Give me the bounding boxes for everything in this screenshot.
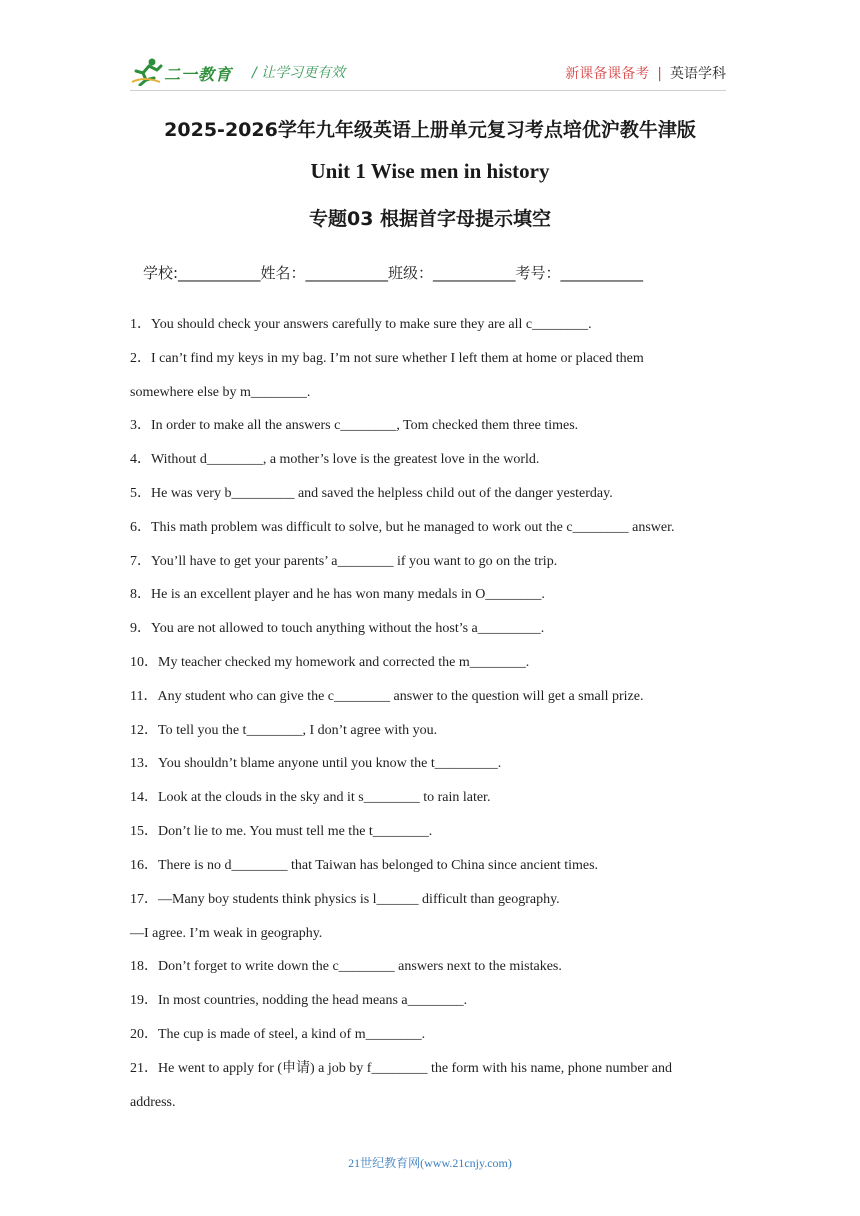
question-line: 16．There is no d________ that Taiwan has belonged to China since ancient times. <box>130 858 599 873</box>
question-line: 13．You shouldn’t blame anyone until you know the t_________. <box>130 756 502 771</box>
brand-logo <box>130 56 240 90</box>
logo-text: 二一教育 <box>164 65 233 84</box>
header-divider <box>130 90 726 91</box>
page-header <box>130 56 726 90</box>
question-line: 9．You are not allowed to touch anything without the host’s a_________. <box>130 621 545 636</box>
question-line: 4．Without d________, a mother’s love is the greatest love in the world. <box>130 452 540 467</box>
question-line: 18．Don’t forget to write down the c________ answers next to the mistakes. <box>130 959 562 974</box>
question-line: 21．He went to apply for (申请) a job by f________ the form with his name, phone number and <box>130 1061 673 1076</box>
slogan: / 让学习更有效 <box>252 65 346 81</box>
question-line: 17．—Many boy students think physics is l______ difficult than geography. <box>130 892 560 907</box>
header-tag-prep: 新课备课备考 <box>565 66 650 82</box>
unit-title: Unit 1 Wise men in history <box>310 159 550 183</box>
page-footer: 21世纪教育网(www.21cnjy.com) <box>348 1156 512 1170</box>
question-line: 12．To tell you the t________, I don’t agree with you. <box>130 723 438 738</box>
question-line: 3．In order to make all the answers c________, Tom checked them three times. <box>130 418 579 433</box>
header-separator: | <box>657 66 662 82</box>
student-info-line: 学校:___________姓名：___________班级：___________考号：___________ <box>143 264 644 282</box>
question-line: address. <box>130 1095 176 1110</box>
question-line: 1．You should check your answers carefully to make sure they are all c________. <box>130 317 592 332</box>
question-line: 14．Look at the clouds in the sky and it s________ to rain later. <box>130 790 491 805</box>
document-title: 2025-2026学年九年级英语上册单元复习考点培优沪教牛津版 <box>164 119 696 141</box>
question-line: 7．You’ll have to get your parents’ a________ if you want to go on the trip. <box>130 554 558 569</box>
question-line: —I agree. I’m weak in geography. <box>130 926 323 941</box>
question-line: 6．This math problem was difficult to solve, but he managed to work out the c________ answer. <box>130 520 675 535</box>
question-line: somewhere else by m________. <box>130 385 311 400</box>
question-line: 10．My teacher checked my homework and corrected the m________. <box>130 655 530 670</box>
question-line: 8．He is an excellent player and he has won many medals in O________. <box>130 587 545 602</box>
question-line: 11．Any student who can give the c________ answer to the question will get a small prize. <box>130 689 644 704</box>
question-line: 15．Don’t lie to me. You must tell me the t________. <box>130 824 433 839</box>
topic-title: 专题03 根据首字母提示填空 <box>308 208 552 230</box>
question-line: 5．He was very b_________ and saved the helpless child out of the danger yesterday. <box>130 486 613 501</box>
question-line: 19．In most countries, nodding the head means a________. <box>130 993 468 1008</box>
header-tag-subject: 英语学科 <box>670 66 726 82</box>
header-right <box>565 63 726 83</box>
question-line: 2．I can’t find my keys in my bag. I’m not sure whether I left them at home or placed them <box>130 351 644 366</box>
runner-logo-icon <box>130 56 164 86</box>
question-line: 20．The cup is made of steel, a kind of m________. <box>130 1027 426 1042</box>
